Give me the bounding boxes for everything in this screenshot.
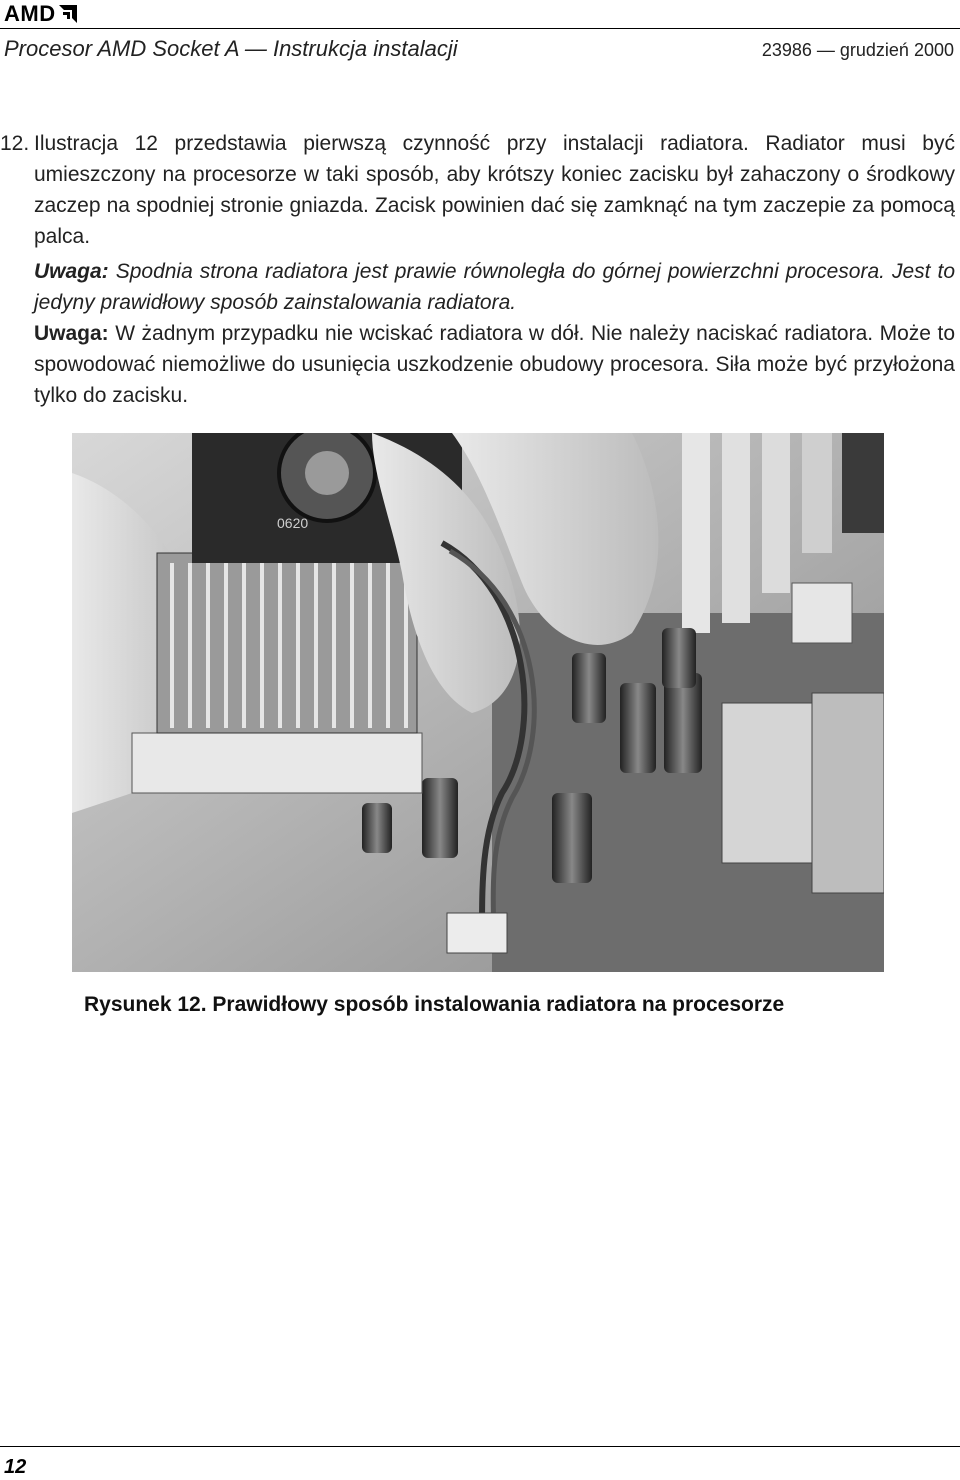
amd-logo	[4, 3, 77, 25]
step-item	[0, 128, 955, 252]
logo-text: AMD	[4, 1, 56, 26]
document-meta: 23986 — grudzień 2000	[761, 40, 954, 60]
footer-divider	[0, 1446, 960, 1447]
note-1	[34, 256, 955, 318]
heatsink	[157, 553, 417, 733]
note-1-text: Spodnia strona radiatora jest prawie równoległa do górnej powierzchni procesora. Jest to jedyny prawidłowy sposób zainstalowania radiatora.	[34, 260, 956, 314]
figure-caption: Rysunek 12. Prawidłowy sposób instalowania radiatora na procesorze	[84, 993, 785, 1016]
note-2	[34, 318, 955, 411]
heatsink-install-photo	[72, 433, 884, 972]
step-text: Ilustracja 12 przedstawia pierwszą czynność przy instalacji radiatora. Radiator musi być umieszczony na procesorze w taki sposób, aby krótszy koniec zacisku był zahaczony o środkowy zaczep na spodniej stronie gniazda. Zacisk powinien dać się zamknąć na tym zaczepie za pomocą palca.	[34, 132, 955, 248]
fan-connector	[447, 913, 507, 953]
page-number: 12	[4, 1456, 27, 1478]
note-1-label: Uwaga:	[34, 260, 109, 283]
fan-label: 0620	[277, 515, 309, 531]
note-2-label: Uwaga:	[34, 322, 109, 345]
header-divider	[0, 28, 960, 29]
cpu-socket	[132, 733, 422, 793]
note-2-text: W żadnym przypadku nie wciskać radiatora w dół. Nie należy naciskać radiatora. Może to spowodować niemożliwe do usunięcia uszkodzenie obudowy procesora. Siła może być przyłożona tylko do zacisku.	[34, 322, 955, 407]
document-title: Procesor AMD Socket A — Instrukcja instalacji	[4, 36, 458, 61]
amd-arrow-logo-icon	[59, 5, 77, 23]
photo-illustration	[72, 433, 884, 972]
step-number: 12.	[0, 132, 30, 155]
